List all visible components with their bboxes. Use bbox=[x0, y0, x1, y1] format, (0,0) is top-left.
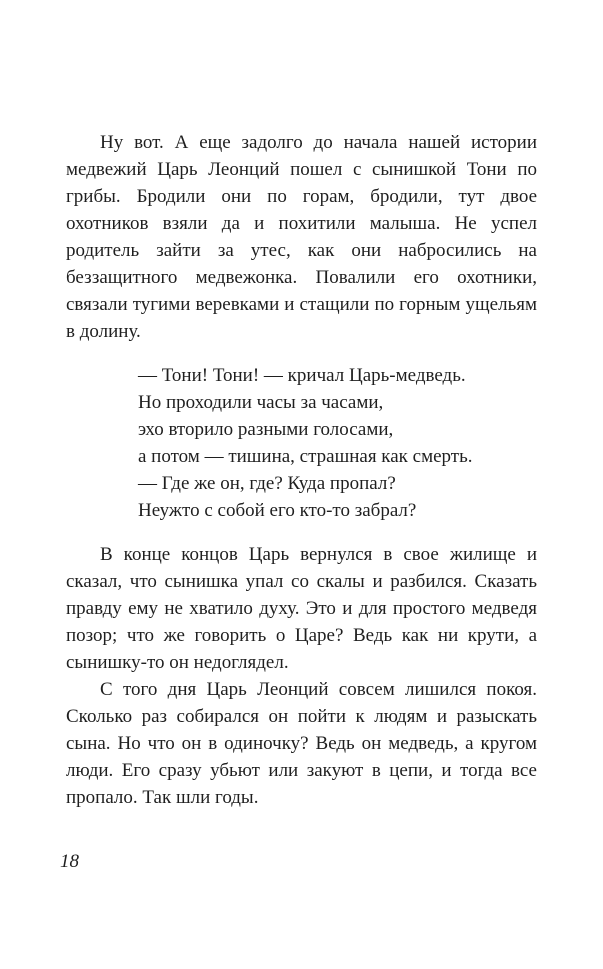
paragraph-2: В конце концов Царь вернулся в свое жилище и сказал, что сынишка упал со скалы и разбился. Сказать правду ему не хватило духу. Это и для простого медведя позор; что же говорить о Царе? Ведь как ни крути, а сынишку-то он недоглядел. bbox=[66, 544, 537, 673]
verse-line: а потом — тишина, страшная как смерть. bbox=[138, 446, 473, 467]
verse-line: — Где же он, где? Куда пропал? bbox=[138, 473, 396, 494]
paragraph-1: Ну вот. А еще задолго до начала нашей истории медвежий Царь Леонций пошел с сынишкой Тони по грибы. Бродили они по горам, бродили, тут двое охотников взяли да и похитили малыша. Не успел родитель зайти за утес, как они набросились на беззащитного медвежонка. Повалили его охотники, связали тугими веревками и стащили по горным ущельям в долину. bbox=[66, 132, 537, 342]
verse-line: — Тони! Тони! — кричал Царь-медведь. bbox=[138, 365, 466, 386]
verse-line: Неужто с собой его кто-то забрал? bbox=[138, 500, 417, 521]
text-block bbox=[66, 129, 537, 811]
verse-line: Но проходили часы за часами, bbox=[138, 392, 384, 413]
verse-line: эхо вторило разными голосами, bbox=[138, 419, 394, 440]
verse-block bbox=[138, 362, 537, 524]
page-number: 18 bbox=[60, 851, 79, 872]
paragraph-3: С того дня Царь Леонций совсем лишился покоя. Сколько раз собирался он пойти к людям и разыскать сына. Но что он в одиночку? Ведь он медведь, а кругом люди. Его сразу убьют или закуют в цепи, и тогда все пропало. Так шли годы. bbox=[66, 679, 537, 808]
